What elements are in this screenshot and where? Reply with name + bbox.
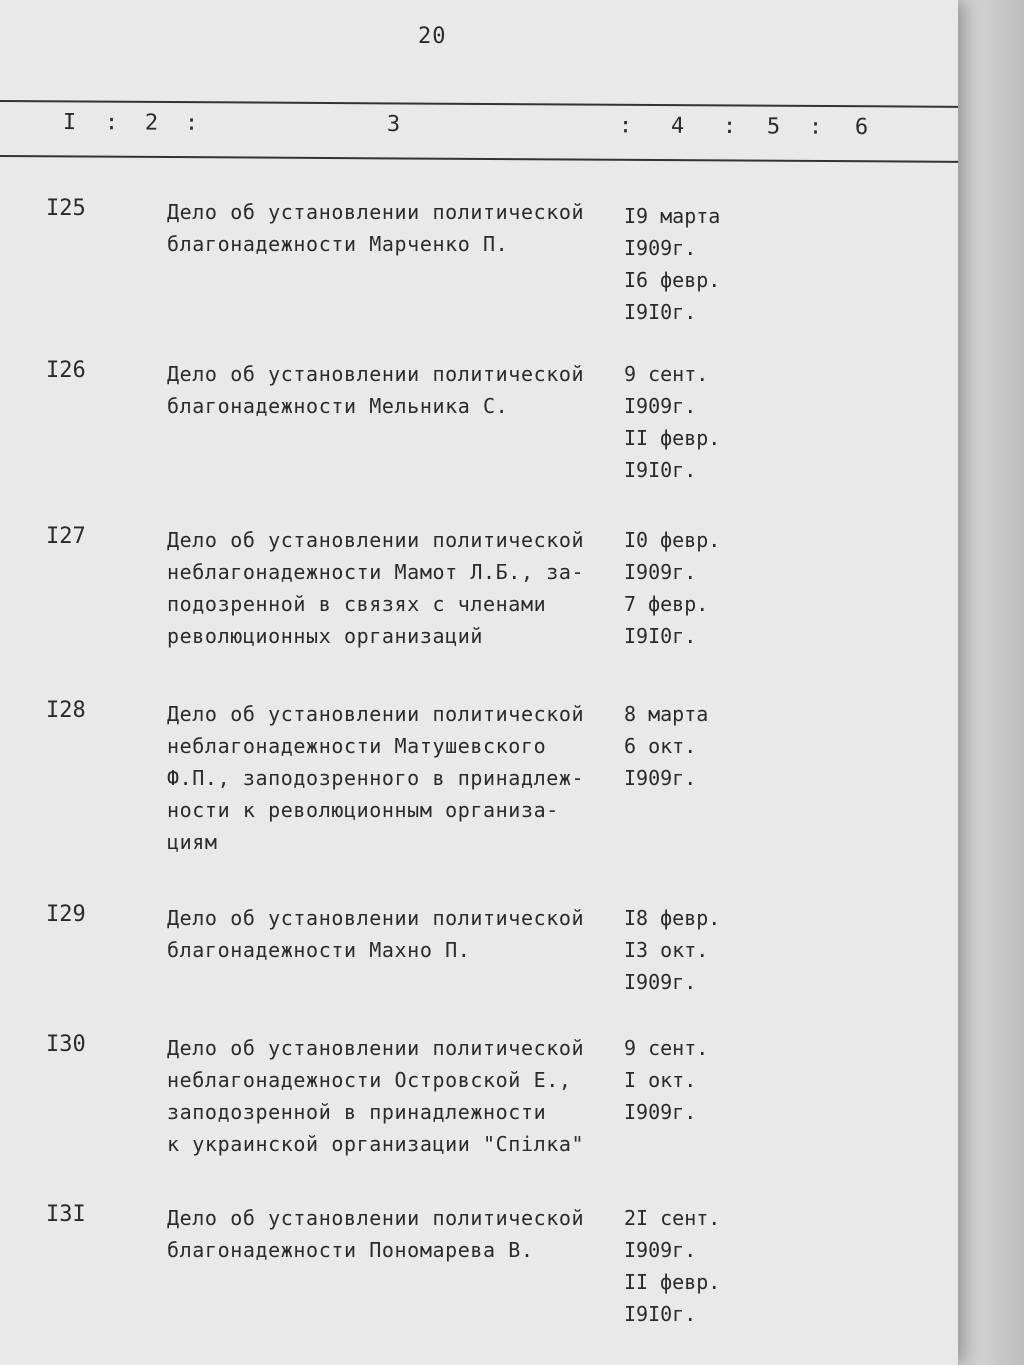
record-description: Дело об установлении политической благонадежности Махно П. xyxy=(167,906,585,962)
record-description: Дело об установлении политической благонадежности Марченко П. xyxy=(167,200,585,256)
record-dates: 9 сент. I909г. II февр. I9I0г. xyxy=(624,362,721,482)
record-dates: 8 марта 6 окт. I909г. xyxy=(624,702,709,790)
record-number: I25 xyxy=(46,196,86,221)
record-description: Дело об установлении политической благонадежности Мельника С. xyxy=(167,362,585,418)
record-number: I26 xyxy=(46,358,86,383)
column-header-4: 4 xyxy=(670,113,685,139)
column-header-5: 5 xyxy=(766,114,781,140)
record-description: Дело об установлении политической неблагонадежности Мамот Л.Б., за- подозренной в связях с членами революционных организаций xyxy=(167,528,585,648)
header-rule-top xyxy=(0,100,958,108)
column-header-2: 2 xyxy=(144,110,159,136)
record-description: Дело об установлении политической неблагонадежности Матушевского Ф.П., заподозренного в принадлеж- ности к революционным организа- циям xyxy=(167,702,585,854)
record-dates: 2I сент. I909г. II февр. I9I0г. xyxy=(624,1206,721,1326)
page-edge xyxy=(958,0,1024,1365)
record-number: I29 xyxy=(46,902,86,927)
page-number: 20 xyxy=(418,24,447,49)
record-number: I3I xyxy=(46,1202,86,1227)
record-number: I27 xyxy=(46,524,86,549)
column-header-1: I xyxy=(62,110,77,136)
record-description: Дело об установлении политической неблагонадежности Островской Е., заподозренной в принадлежности к украинской организации "Спiлка" xyxy=(167,1036,585,1156)
record-number: I30 xyxy=(46,1032,86,1057)
record-dates: I9 марта I909г. I6 февр. I9I0г. xyxy=(624,204,721,324)
column-header-3: 3 xyxy=(386,111,401,138)
record-dates: I0 февр. I909г. 7 февр. I9I0г. xyxy=(624,528,721,648)
record-number: I28 xyxy=(46,698,86,723)
column-header-row: I : 2 : 3 : 4 : 5 : 6 xyxy=(62,110,869,140)
column-header-6: 6 xyxy=(854,114,869,140)
record-dates: I8 февр. I3 окт. I909г. xyxy=(624,906,721,994)
record-dates: 9 сент. I окт. I909г. xyxy=(624,1036,709,1124)
record-description: Дело об установлении политической благонадежности Пономарева В. xyxy=(167,1206,585,1262)
